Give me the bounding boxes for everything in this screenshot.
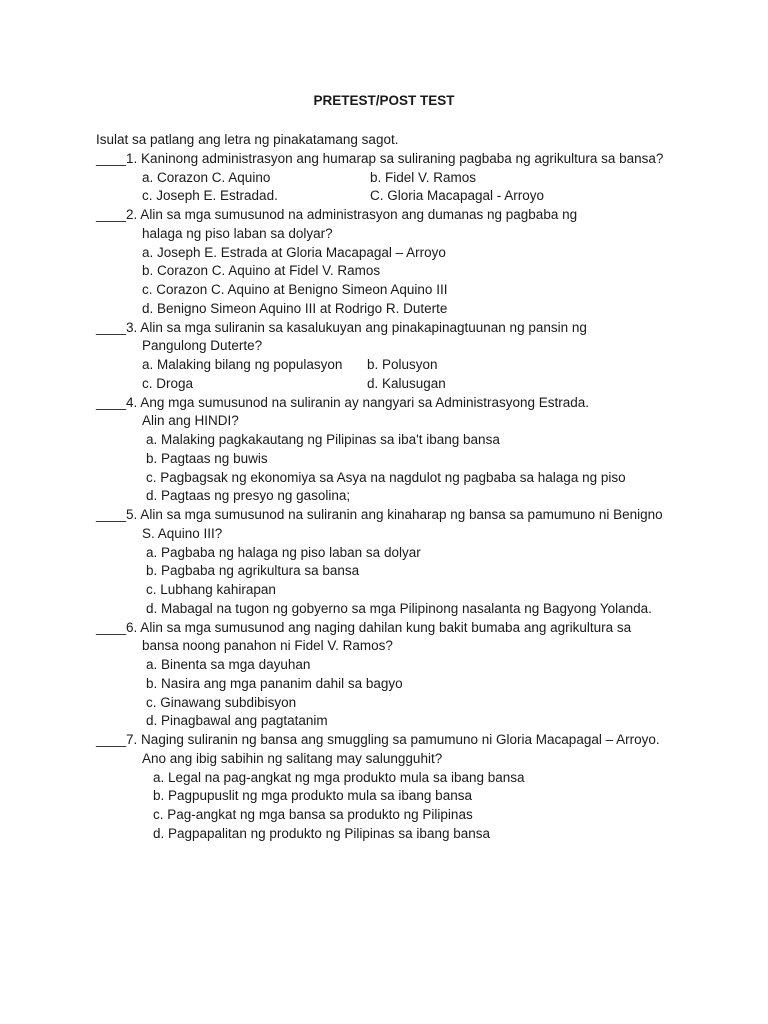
choice: c. Lubhang kahirapan — [146, 582, 276, 597]
question-text: 2. Alin sa mga sumusunod na administrasyon ang dumanas ng pagbaba ng — [126, 207, 578, 222]
choice: b. Nasira ang mga pananim dahil sa bagyo — [146, 675, 403, 691]
question-text: 7. Naging suliranin ng bansa ang smuggling sa pamumuno ni Gloria Macapagal – Arroyo. — [126, 732, 660, 747]
question-5 — [96, 506, 736, 619]
question-text: 4. Ang mga sumusunod na suliranin ay nangyari sa Administrasyong Estrada. — [126, 394, 590, 410]
choice: c. Ginawang subdibisyon — [146, 694, 297, 710]
question-6 — [96, 619, 736, 732]
choice: d. Mabagal na tugon ng gobyerno sa mga Pilipinong nasalanta ng Bagyong Yolanda. — [146, 600, 652, 616]
question-7 — [96, 731, 736, 844]
choice: d. Kalusugan — [367, 375, 446, 391]
question-text: Pangulong Duterte? — [142, 338, 263, 354]
choice: a. Corazon C. Aquino — [142, 169, 271, 185]
choice: c. Droga — [142, 375, 194, 391]
choice: b. Pagtaas ng buwis — [146, 450, 268, 466]
choice: b. Fidel V. Ramos — [370, 169, 477, 185]
answer-blank: ____ — [96, 619, 127, 635]
choice: b. Polusyon — [367, 357, 438, 372]
choice: a. Joseph E. Estrada at Gloria Macapagal – Arroyo — [142, 244, 446, 260]
question-4 — [96, 394, 736, 507]
choice: b. Pagpupuslit ng mga produkto mula sa ibang bansa — [153, 788, 472, 804]
choice: c. Joseph E. Estradad. — [142, 188, 278, 204]
choice: a. Malaking pagkakautang ng Pilipinas sa iba't ibang bansa — [146, 432, 500, 447]
choice: c. Pag-angkat ng mga bansa sa produkto ng Pilipinas — [153, 807, 473, 822]
choice: d. Benigno Simeon Aquino III at Rodrigo R. Duterte — [142, 300, 448, 316]
answer-blank: ____ — [96, 507, 127, 522]
choice: a. Pagbaba ng halaga ng piso laban sa dolyar — [146, 544, 421, 560]
choice: a. Malaking bilang ng populasyon — [142, 357, 343, 372]
choice: d. Pagtaas ng presyo ng gasolina; — [146, 488, 351, 504]
choice: C. Gloria Macapagal - Arroyo — [370, 188, 545, 204]
question-text: 1. Kaninong administrasyon ang humarap sa suliraning pagbaba ng agrikultura sa bansa? — [126, 150, 664, 166]
instruction: Isulat sa patlang ang letra ng pinakatamang sagot. — [96, 132, 399, 147]
choice: c. Pagbagsak ng ekonomiya sa Asya na nagdulot ng pagbaba sa halaga ng piso — [146, 469, 626, 485]
answer-blank: ____ — [96, 319, 127, 335]
choice: a. Binenta sa mga dayuhan — [146, 657, 311, 672]
question-text: halaga ng piso laban sa dolyar? — [142, 225, 333, 241]
test-content — [96, 131, 736, 844]
question-text: bansa noong panahon ni Fidel V. Ramos? — [142, 638, 393, 654]
question-text: Ano ang ibig sabihin ng salitang may salungguhit? — [142, 750, 443, 766]
question-3 — [96, 319, 736, 394]
page-title: PRETEST/POST TEST — [313, 93, 455, 108]
choice: b. Pagbaba ng agrikultura sa bansa — [146, 563, 360, 579]
question-text: 3. Alin sa mga suliranin sa kasalukuyan ang pinakapinagtuunan ng pansin ng — [126, 319, 587, 335]
choice: d. Pinagbawal ang pagtatanim — [146, 713, 328, 729]
answer-blank: ____ — [96, 207, 127, 222]
choice: d. Pagpapalitan ng produkto ng Pilipinas sa ibang bansa — [153, 825, 490, 841]
choice: a. Legal na pag-angkat ng mga produkto mula sa ibang bansa — [153, 769, 525, 785]
question-1 — [96, 150, 736, 206]
question-text: S. Aquino III? — [142, 525, 223, 541]
question-text: 5. Alin sa mga sumusunod na suliranin ang kinaharap ng bansa sa pamumuno ni Benigno — [126, 507, 663, 522]
question-text: 6. Alin sa mga sumusunod ang naging dahilan kung bakit bumaba ang agrikultura sa — [126, 619, 632, 635]
answer-blank: ____ — [96, 394, 127, 410]
question-2 — [96, 206, 736, 319]
answer-blank: ____ — [96, 732, 127, 747]
answer-blank: ____ — [96, 150, 127, 166]
question-text: Alin ang HINDI? — [142, 413, 239, 429]
choice: b. Corazon C. Aquino at Fidel V. Ramos — [142, 263, 381, 279]
choice: c. Corazon C. Aquino at Benigno Simeon Aquino III — [142, 282, 448, 297]
